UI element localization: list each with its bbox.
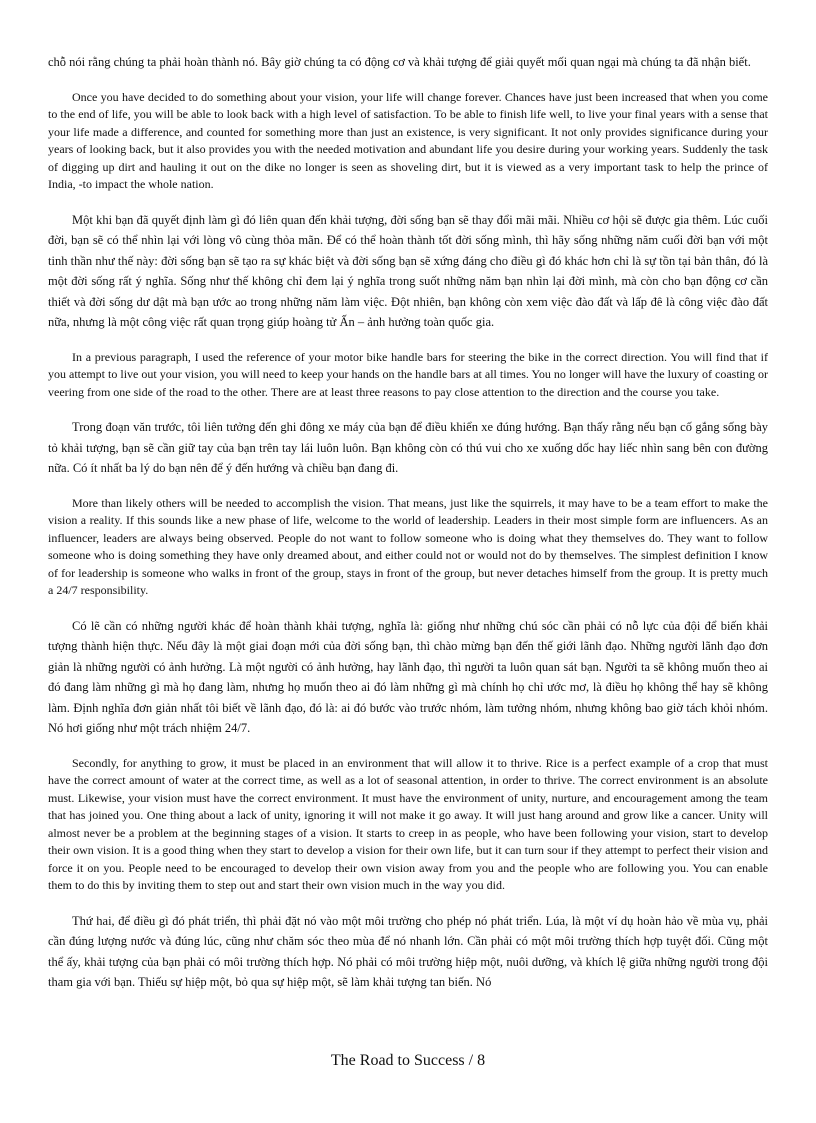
paragraph-english: More than likely others will be needed to accomplish the vision. That means, just like the squirrels, it may have to be a team effort to make the vision a reality. If this sounds like a new phase of life, welcome to the world of leadership. Leaders in their most simple form are influencers. As an influencer, leaders are always being observed. People do not want to follow someone who is doing what they themselves do. They want to follow someone who is doing something they have only dreamed about, and either could not or would not do by themselves. The simplest definition I know of for leadership is someone who walks in front of the group, stays in front of the group, but never detaches himself from the group. It is pretty much a 24/7 responsibility. [48, 495, 768, 597]
paragraph-vietnamese: Trong đoạn văn trước, tôi liên tưởng đến ghi đông xe máy của bạn để điều khiển xe đúng hướng. Bạn thấy rằng nếu bạn cố gắng sống bày tỏ khải tượng, bạn sẽ cần giữ tay của bạn trên tay lái luôn luôn. Bạn không còn có thú vui cho xe xuống dốc hay liếc nhìn sang bên con đường nữa. Có ít nhất ba lý do bạn nên để ý đến hướng và chiều bạn đang đi. [48, 420, 768, 475]
page-content [48, 52, 768, 1009]
paragraph-english: In a previous paragraph, I used the reference of your motor bike handle bars for steering the bike in the correct direction. You will find that if you attempt to live out your vision, you will need to keep your hands on the handle bars at all times. You no longer will have the luxury of coasting or veering from one side of the road to the other. There are at least three reasons to pay close attention to the direction and the course you take. [48, 349, 768, 399]
paragraph-english: Once you have decided to do something about your vision, your life will change forever. Chances have just been increased that when you come to the end of life, you will be able to look back with a high level of satisfaction. To be able to finish life well, to live your final years with a sense that your life made a difference, and counted for something more than just an existence, is very significant. It not only provides significance during your years of looking back, but it also provides you with the needed motivation and abundant life you desire during your working years. Suddenly the task of digging up dirt and hauling it out on the dike no longer is seen as shoveling dirt, but it is viewed as a very important task to help the prince of India, -to impact the whole nation. [48, 89, 768, 191]
paragraph-vietnamese: Thứ hai, để điều gì đó phát triển, thì phải đặt nó vào một môi trường cho phép nó phát triển. Lúa, là một ví dụ hoàn hảo về mùa vụ, phải cần đúng lượng nước và đúng lúc, cũng như chăm sóc theo mùa để nó nhanh lớn. Cần phải có một môi trường thích hợp tuyệt đối. Cũng một thể ấy, khải tượng của bạn phải có môi trường thích hợp. Nó phải có môi trường hiệp một, nuôi dưỡng, và khích lệ giữa những người trong đội tham gia với bạn. Thiếu sự hiệp một, bỏ qua sự hiệp một, sẽ làm khải tượng tan biến. Nó [48, 913, 768, 989]
page-footer: The Road to Success / 8 [330, 1052, 486, 1069]
paragraph-vietnamese: Có lẽ cần có những người khác để hoàn thành khải tượng, nghĩa là: giống như những chú sóc cần phải có nỗ lực của đội để biến khải tượng thành hiện thực. Nếu đây là một giai đoạn mới của đời sống bạn, thì chào mừng bạn đến thế giới lãnh đạo. Những người lãnh đạo đơn giản là những người có ảnh hưởng. Là một người có ảnh hưởng, hay lãnh đạo, thì người ta luôn quan sát bạn. Người ta sẽ không muốn theo ai đó đang làm những gì mà họ đang làm, nhưng họ muốn theo ai đó làm những gì mà chính họ chỉ ước mơ, là điều họ không thể hay sẽ không làm. Định nghĩa đơn giản nhất tôi biết về lãnh đạo, đó là: ai đó bước vào trước nhóm, làm tưởng nhóm, nhưng không bao giờ tách khỏi nhóm. Nó hơi giống như một trách nhiệm 24/7. [48, 618, 768, 735]
paragraph-continued: chỗ nói rằng chúng ta phải hoàn thành nó. Bây giờ chúng ta có động cơ và khải tượng để giải quyết mối quan ngại mà chúng ta đã nhận biết. [48, 55, 751, 69]
paragraph-vietnamese: Một khi bạn đã quyết định làm gì đó liên quan đến khải tượng, đời sống bạn sẽ thay đổi mãi mãi. Nhiều cơ hội sẽ được gia thêm. Lúc cuối đời, bạn sẽ có thể nhìn lại với lòng vô cùng thỏa mãn. Để có thể hoàn thành tốt đời sống mình, thì hãy sống những năm cuối đời bạn với một tinh thần như thế này: đời sống bạn sẽ tạo ra sự khác biệt và đời sống bạn sẽ xứng đáng cho điều gì đó khác hơn chỉ là sự tồn tại bản thân, đó là một đời sống rất ý nghĩa. Sống như thế không chỉ đem lại ý nghĩa trong suốt những năm bạn nhìn lại đời mình, mà còn cho bạn động cơ cần thiết và đời sống dư dật mà bạn ước ao trong những năm làm việc. Đột nhiên, bạn không còn xem việc đào đất và lấp đê là công việc đào đất nữa, nhưng là một công việc rất quan trọng giúp hoàng tử Ấn – ảnh hưởng toàn quốc gia. [48, 212, 768, 329]
paragraph-english: Secondly, for anything to grow, it must be placed in an environment that will allow it to thrive. Rice is a perfect example of a crop that must have the correct amount of water at the correct time, as well as a lot of seasonal attention, in order to thrive. The correct environment is an absolute must. Likewise, your vision must have the correct environment. It must have the environment of unity, nurture, and encouragement among the team that has joined you. One thing about a lack of unity, ignoring it will not make it go away. It will just hang around and grow like a cancer. Unity will almost never be a problem at the beginning stages of a vision. It starts to creep in as people, who have been following your vision, start to develop their own vision. It is a good thing when they start to develop a vision for their own life, but it can turn sour if they attempt to perfect their vision and force it on you. People need to be encouraged to develop their own vision away from you and the people who are following you. You can enable them to do this by inviting them to step out and start their own vision much in the way you did. [48, 755, 768, 892]
